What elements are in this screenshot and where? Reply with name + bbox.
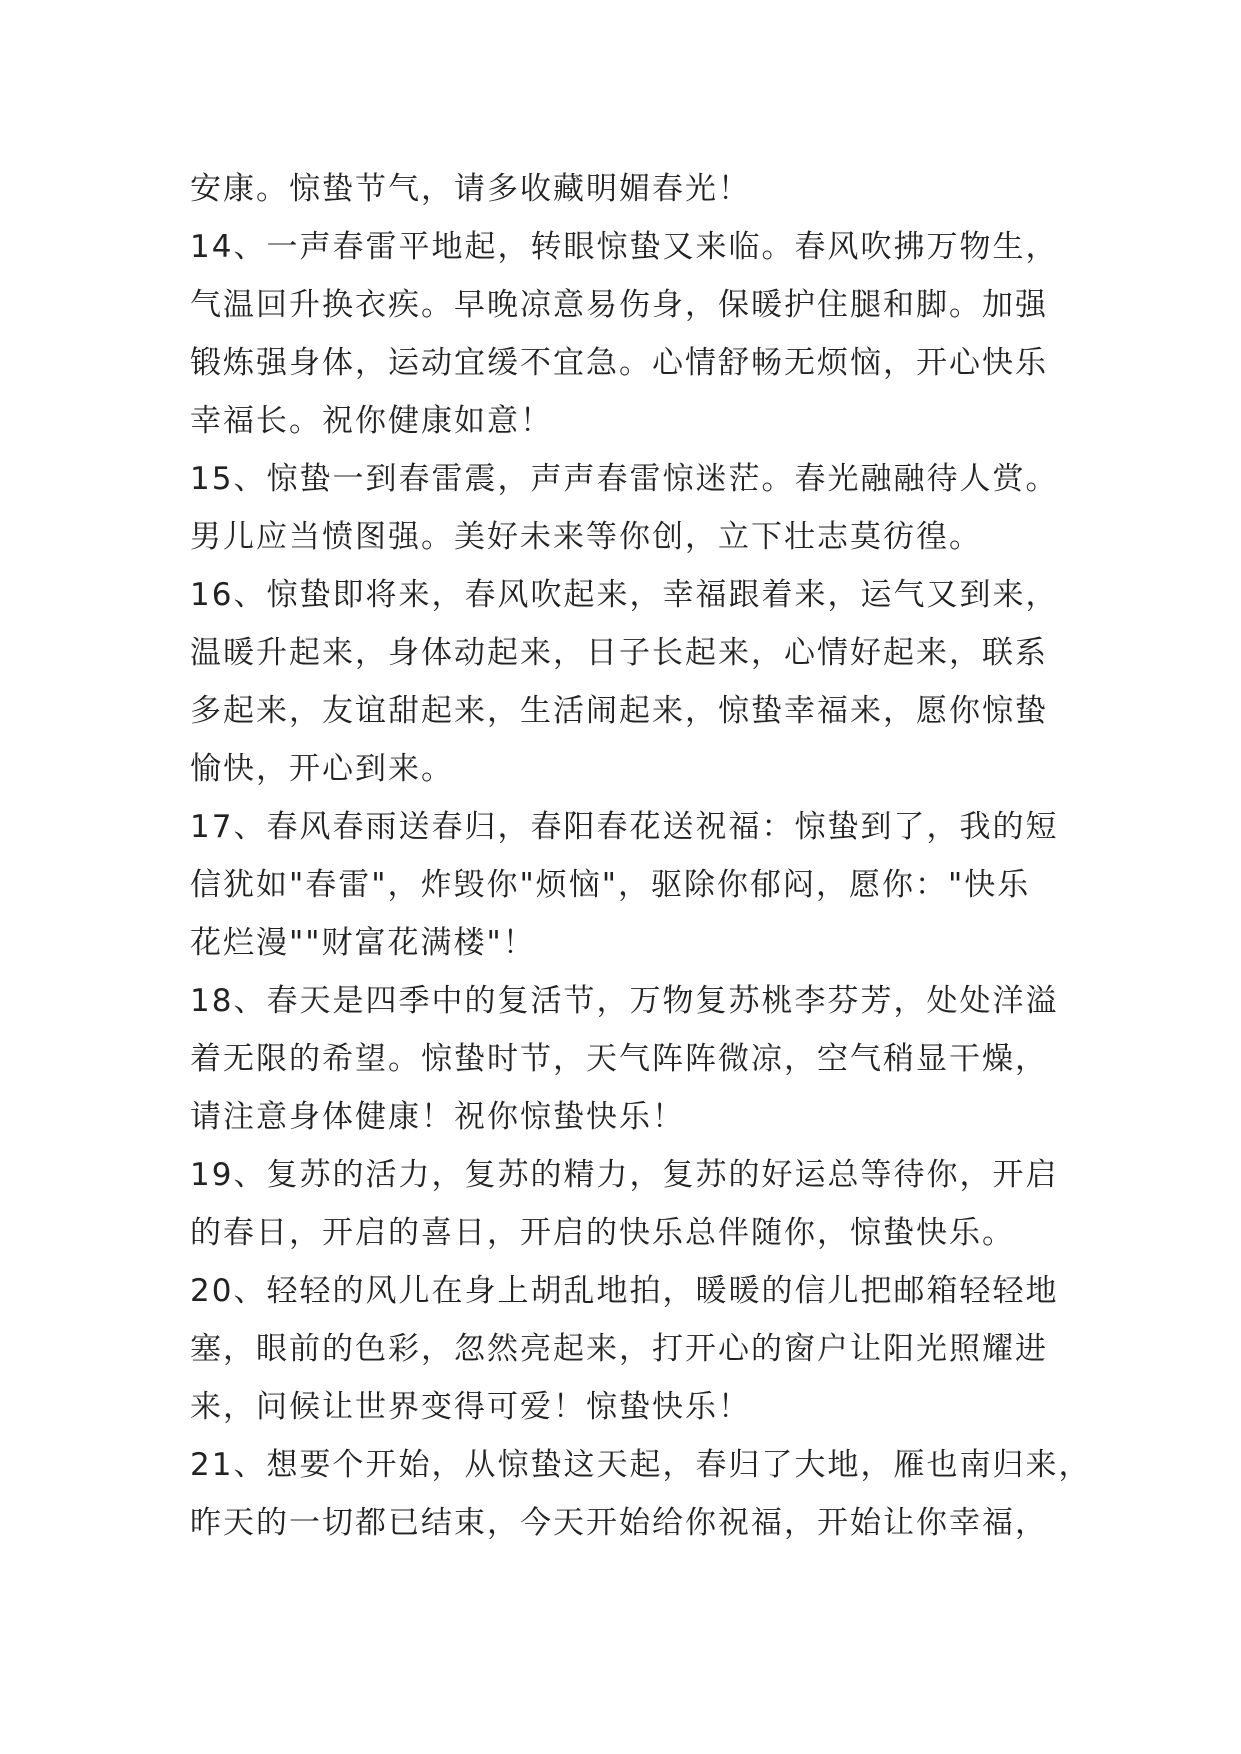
text-line: 请注意身体健康！祝你惊蛰快乐！ xyxy=(190,1099,685,1135)
text-line: 着无限的希望。惊蛰时节，天气阵阵微凉，空气稍显干燥， xyxy=(190,1041,1048,1077)
text-line: 多起来，友谊甜起来，生活闹起来，惊蛰幸福来，愿你惊蛰 xyxy=(190,693,1048,729)
text-line: 15、惊蛰一到春雷震，声声春雷惊迷茫。春光融融待人赏。 xyxy=(190,461,1059,497)
text-line: 来，问候让世界变得可爱！惊蛰快乐！ xyxy=(190,1389,751,1425)
document-body xyxy=(190,160,1092,1552)
text-line: 气温回升换衣疾。早晚凉意易伤身，保暖护住腿和脚。加强 xyxy=(190,287,1048,323)
text-line: 锻炼强身体，运动宜缓不宜急。心情舒畅无烦恼，开心快乐 xyxy=(190,345,1048,381)
text-line: 愉快，开心到来。 xyxy=(190,751,454,787)
text-line: 14、一声春雷平地起，转眼惊蛰又来临。春风吹拂万物生， xyxy=(190,229,1059,265)
text-line: 花烂漫""财富花满楼"！ xyxy=(190,925,536,961)
text-line: 19、复苏的活力，复苏的精力，复苏的好运总等待你，开启 xyxy=(190,1157,1059,1193)
text-line: 塞，眼前的色彩，忽然亮起来，打开心的窗户让阳光照耀进 xyxy=(190,1331,1048,1367)
text-line: 17、春风春雨送春归，春阳春花送祝福：惊蛰到了，我的短 xyxy=(190,809,1059,845)
text-line: 温暖升起来，身体动起来，日子长起来，心情好起来，联系 xyxy=(190,635,1048,671)
text-line: 男儿应当愤图强。美好未来等你创，立下壮志莫彷徨。 xyxy=(190,519,982,555)
text-line: 20、轻轻的风儿在身上胡乱地拍，暖暖的信儿把邮箱轻轻地 xyxy=(190,1273,1059,1309)
text-line: 幸福长。祝你健康如意！ xyxy=(190,403,553,439)
text-line: 信犹如"春雷"，炸毁你"烦恼"，驱除你郁闷，愿你："快乐 xyxy=(190,867,1031,903)
text-line: 16、惊蛰即将来，春风吹起来，幸福跟着来，运气又到来， xyxy=(190,577,1059,613)
text-line: 安康。惊蛰节气，请多收藏明媚春光！ xyxy=(190,171,751,207)
text-line: 21、想要个开始，从惊蛰这天起，春归了大地，雁也南归来， xyxy=(190,1447,1092,1483)
text-line: 18、春天是四季中的复活节，万物复苏桃李芬芳，处处洋溢 xyxy=(190,983,1059,1019)
text-line: 的春日，开启的喜日，开启的快乐总伴随你，惊蛰快乐。 xyxy=(190,1215,1015,1251)
text-line: 昨天的一切都已结束，今天开始给你祝福，开始让你幸福， xyxy=(190,1505,1048,1541)
